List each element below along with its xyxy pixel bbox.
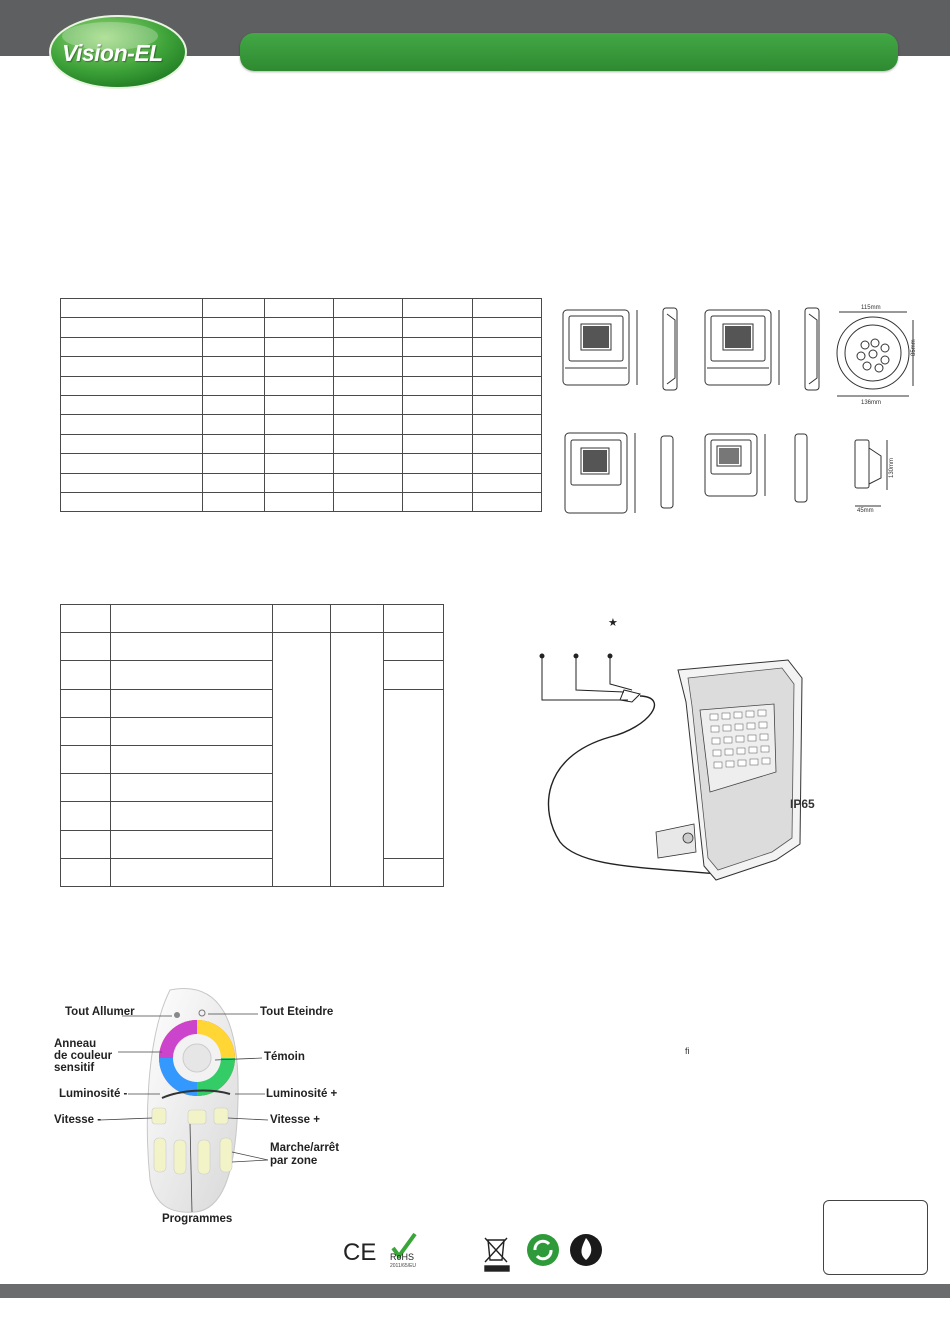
green-dot-recycle-icon: [527, 1234, 559, 1266]
dimension-label: 45mm: [857, 508, 874, 514]
table-row: [61, 689, 444, 717]
brand-logo-text: Vision-EL: [62, 40, 163, 66]
zone-toggle-label-line1: Marche/arrêt: [270, 1142, 340, 1154]
color-ring-label-line1: Anneau: [54, 1038, 97, 1050]
dimension-drawings: [555, 298, 930, 523]
certification-logos: [335, 1230, 615, 1278]
color-ring-label-line2: de couleur: [54, 1050, 113, 1062]
table-row: [61, 858, 444, 886]
table-row: [61, 454, 542, 473]
programs-label: Programmes: [162, 1213, 233, 1225]
color-ring-label-line3: sensitif: [54, 1062, 95, 1074]
spot-side-drawing: [855, 440, 887, 506]
dimension-label: 136mm: [861, 400, 882, 406]
floodlight-side-drawing: [795, 434, 807, 502]
marker-star: ★: [608, 617, 618, 629]
svg-text:CE: CE: [343, 1239, 377, 1266]
stray-glyph: ﬁ: [685, 1046, 690, 1056]
specification-table: [60, 298, 542, 512]
title-banner: [240, 33, 898, 71]
table-row: [61, 318, 542, 337]
table-row: [61, 605, 444, 633]
ip65-badge: IP65: [790, 797, 815, 811]
dimension-label: 115mm: [861, 305, 881, 311]
stamp-box: [823, 1200, 928, 1275]
svg-text:2011/65/EU: 2011/65/EU: [390, 1263, 417, 1269]
flame-icon: [570, 1234, 602, 1266]
table-row: [61, 299, 542, 318]
speed-down-label: Vitesse -: [54, 1114, 102, 1126]
svg-text:RoHS: RoHS: [390, 1252, 415, 1262]
footer-bar: [0, 1284, 950, 1298]
indicator-label: Témoin: [264, 1051, 305, 1063]
floodlight-illustration: [656, 660, 815, 880]
zone-toggle-label-line2: par zone: [270, 1155, 318, 1167]
table-row: [61, 633, 444, 661]
programs-table: [60, 604, 444, 887]
table-row: [61, 376, 542, 395]
floodlight-side-drawing: [663, 308, 677, 390]
floodlight-side-drawing: [805, 308, 819, 390]
round-spot-drawing: [837, 312, 913, 396]
all-off-label: Tout Eteindre: [260, 1006, 334, 1018]
rohs-mark: [390, 1234, 416, 1269]
table-row: [61, 415, 542, 434]
floodlight-front-drawing: [705, 434, 765, 496]
speed-up-label: Vitesse +: [270, 1114, 320, 1126]
table-row: [61, 661, 444, 689]
brightness-down-label: Luminosité -: [59, 1088, 128, 1100]
wiring-diagram: [520, 612, 820, 887]
ce-mark: [343, 1239, 376, 1266]
dimension-label: 85mm: [911, 339, 917, 356]
weee-bin-icon: [485, 1238, 509, 1271]
floodlight-side-drawing: [661, 436, 673, 508]
all-on-label: Tout Allumer: [65, 1006, 135, 1018]
table-row: [61, 492, 542, 511]
table-row: [61, 434, 542, 453]
table-row: [61, 473, 542, 492]
table-row: [61, 357, 542, 376]
dimension-label: 130mm: [889, 457, 895, 478]
table-row: [61, 395, 542, 414]
brightness-up-label: Luminosité +: [266, 1088, 338, 1100]
table-row: [61, 337, 542, 356]
floodlight-front-drawing: [565, 433, 635, 513]
color-ring: [159, 1020, 235, 1096]
